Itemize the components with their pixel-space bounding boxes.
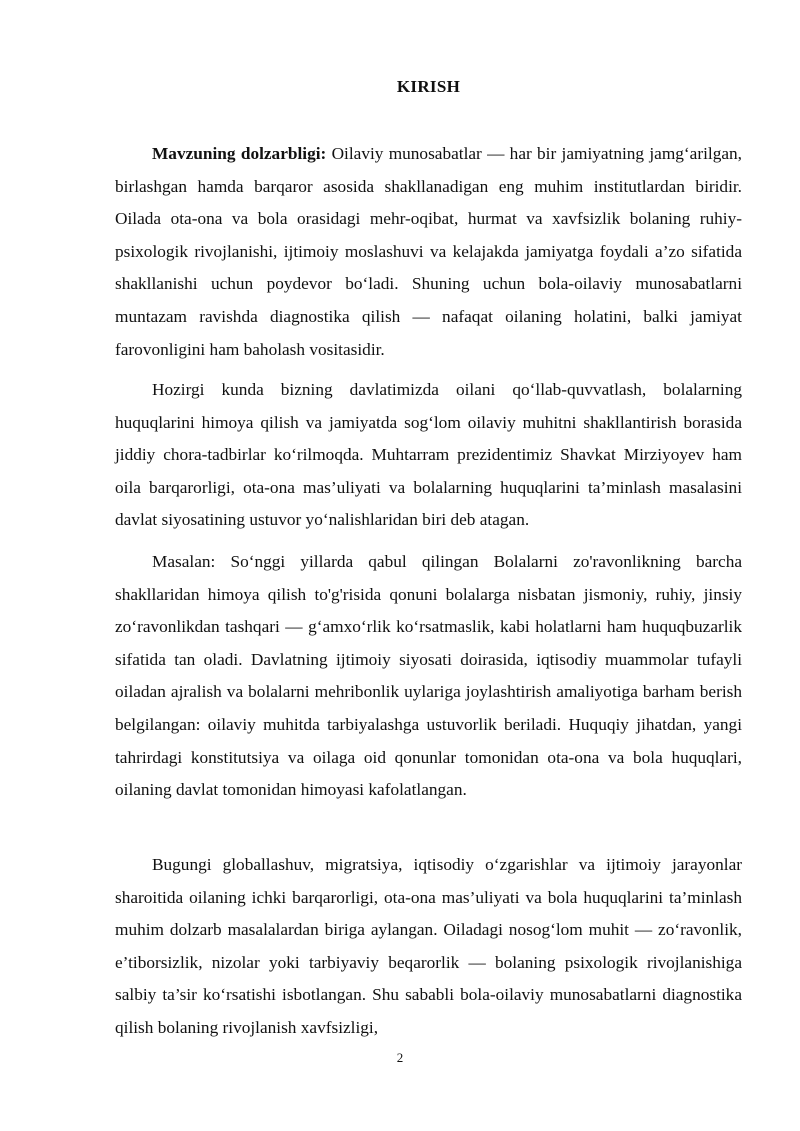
paragraph-lead: Mavzuning dolzarbligi:	[152, 144, 327, 163]
paragraph-relevance	[115, 138, 742, 366]
page-number: 2	[396, 1050, 404, 1065]
paragraph-legislation: Masalan: So‘nggi yillarda qabul qilingan Bolalarni zo'ravonlikning barcha shakllaridan himoya qilish to'g'risida qonuni bolalarga nisbatan jismoniy, ruhiy, jinsiy zo‘ravonlikdan tashqari — g‘amxo‘rlik ko‘rsatmaslik, kabi holatlarni ham huquqbuzarlik sifatida tan oladi. Davlatning ijtimoiy siyosati doirasida, iqtisodiy muammolar tufayli oiladan ajralish va bolalarni mehribonlik uylariga joylashtirish amaliyotiga barham berish belgilangan: oilaviy muhitda tarbiyalashga ustuvorlik beriladi. Huquqiy jihatdan, yangi tahrirdagi konstitutsiya va oilaga oid qonunlar tomonidan ota-ona va bola huquqlari, oilaning davlat tomonidan himoyasi kafolatlangan.	[115, 552, 742, 800]
paragraph-text: Oilaviy munosabatlar — har bir jamiyatning jamg‘arilgan, birlashgan hamda barqaror asosida shakllanadigan eng muhim institutlardan biridir. Oilada ota-ona va bola orasidagi mehr-oqibat, hurmat va xavfsizlik bolaning ruhiy-psixologik rivojlanishi, ijtimoiy moslashuvi va kelajakda jamiyatga foydali a’zo sifatida shakllanishi uchun poydevor bo‘ladi. Shuning uchun bola-oilaviy munosabatlarni muntazam ravishda diagnostika qilish — nafaqat oilaning holatini, balki jamiyat farovonligini ham baholash vositasidir.	[115, 144, 742, 359]
document-page	[115, 0, 742, 1131]
paragraph-globalization: Bugungi globallashuv, migratsiya, iqtisodiy o‘zgarishlar va ijtimoiy jarayonlar sharoitida oilaning ichki barqarorligi, ota-ona mas’uliyati va bola huquqlarini ta’minlash muhim dolzarb masalalardan biriga aylangan. Oiladagi nosog‘lom muhit — zo‘ravonlik, e’tiborsizlik, nizolar yoki tarbiyaviy beqarorlik — bolaning psixologik rivojlanishiga salbiy ta’sir ko‘rsatishi isbotlangan. Shu sababli bola-oilaviy munosabatlarni diagnostika qilish bolaning rivojlanish xavfsizligi,	[115, 855, 742, 1037]
paragraph-state-policy: Hozirgi kunda bizning davlatimizda oilani qo‘llab-quvvatlash, bolalarning huquqlarini himoya qilish va jamiyatda sog‘lom oilaviy muhitni shakllantirish borasida jiddiy chora-tadbirlar ko‘rilmoqda. Muhtarram prezidentimiz Shavkat Mirziyoyev ham oila barqarorligi, ota-ona mas’uliyati va bolalarning huquqlarini ta’minlash masalasini davlat siyosatining ustuvor yo‘nalishlaridan biri deb atagan.	[115, 380, 742, 530]
section-title: KIRISH	[396, 77, 461, 96]
